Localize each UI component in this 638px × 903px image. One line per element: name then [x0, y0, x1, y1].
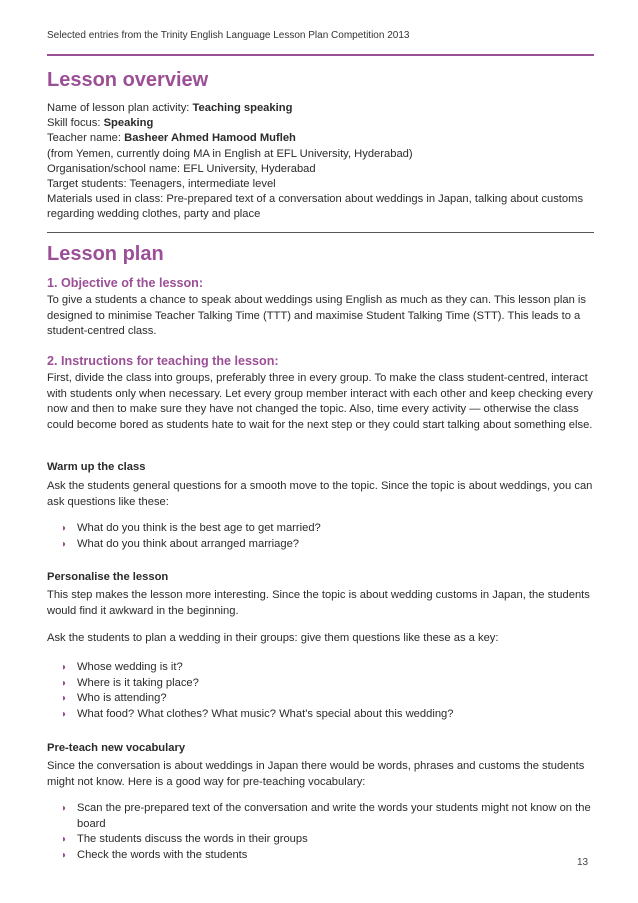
section-divider [47, 232, 594, 233]
preteach-list [61, 801, 594, 864]
overview-line-teacher: Teacher name: Basheer Ahmed Hamood Mufleh [47, 132, 296, 145]
warmup-list [61, 521, 594, 552]
list-item: ◗ Who is attending? [61, 691, 594, 707]
instructions-heading: 2. Instructions for teaching the lesson: [47, 354, 279, 368]
bullet-icon: ◗ [61, 834, 68, 846]
overview-line-origin: (from Yemen, currently doing MA in English at EFL University, Hyderabad) [47, 147, 413, 160]
objective-text: To give a students a chance to speak about weddings using English as much as they can. This lesson plan is designed to minimise Teacher Talking Time (TTT) and maximise Student Talking Time (STT). This leads to a student-centred class. [47, 294, 586, 338]
list-item: ◗ The students discuss the words in their groups [61, 832, 594, 848]
warmup-heading: Warm up the class [47, 461, 146, 473]
personalise-text-2: Ask the students to plan a wedding in their groups: give them questions like these as a key: [47, 632, 499, 644]
bullet-icon: ◗ [61, 538, 68, 550]
personalise-text: This step makes the lesson more interesting. Since the topic is about wedding customs in Japan, the students would find it awkward in the beginning. [47, 589, 590, 617]
overview-line-skill: Skill focus: Speaking [47, 117, 154, 130]
list-item: ◗ Whose wedding is it? [61, 660, 594, 676]
list-item: ◗ Where is it taking place? [61, 676, 594, 692]
bullet-icon: ◗ [61, 662, 68, 673]
bullet-icon: ◗ [61, 803, 68, 814]
objective-heading: 1. Objective of the lesson: [47, 276, 204, 290]
list-item: ◗ Scan the pre-prepared text of the conversation and write the words your students might not know on the board [61, 802, 591, 830]
instructions-text: First, divide the class into groups, preferably three in every group. To make the class student-centred, interact with students only when necessary. Let every group member interact with each other and keep checking every now and then to make sure they have not changed the topic. Also, time every activity — otherwise the class could become bored as students hate to wait for the next step or they could start talking about something else. [47, 372, 593, 432]
bullet-icon: ◗ [61, 693, 68, 705]
list-item: ◗ What do you think is the best age to get married? [61, 521, 594, 537]
overview-line-activity: Name of lesson plan activity: Teaching speaking [47, 102, 293, 114]
personalise-heading: Personalise the lesson [47, 571, 169, 583]
list-item: ◗ What do you think about arranged marriage? [61, 537, 594, 553]
list-item: ◗ Check the words with the students [61, 848, 594, 864]
personalise-list [61, 660, 594, 723]
running-head: Selected entries from the Trinity English Language Lesson Plan Competition 2013 [47, 30, 410, 41]
preteach-heading: Pre-teach new vocabulary [47, 742, 186, 754]
page-number: 13 [577, 857, 589, 868]
overview-details [47, 101, 594, 223]
bullet-icon: ◗ [61, 677, 68, 689]
overview-line-materials: Materials used in class: Pre-prepared text of a conversation about weddings in Japan, talking about customs regarding wedding clothes, party and place [47, 193, 584, 221]
bullet-icon: ◗ [61, 850, 68, 862]
list-item: ◗ What food? What clothes? What music? What's special about this wedding? [61, 707, 594, 723]
preteach-text: Since the conversation is about weddings in Japan there would be words, phrases and customs the students might not know. Here is a good way for pre-teaching vocabulary: [47, 760, 585, 788]
overview-line-target: Target students: Teenagers, intermediate level [47, 178, 276, 191]
warmup-text: Ask the students general questions for a smooth move to the topic. Since the topic is about weddings, you can ask questions like these: [47, 480, 593, 508]
bullet-icon: ◗ [61, 523, 68, 534]
bullet-icon: ◗ [61, 709, 68, 721]
overview-title: Lesson overview [47, 69, 209, 91]
plan-title: Lesson plan [47, 243, 164, 265]
header-rule [47, 54, 594, 56]
overview-line-organisation: Organisation/school name: EFL University, Hyderabad [47, 162, 316, 175]
